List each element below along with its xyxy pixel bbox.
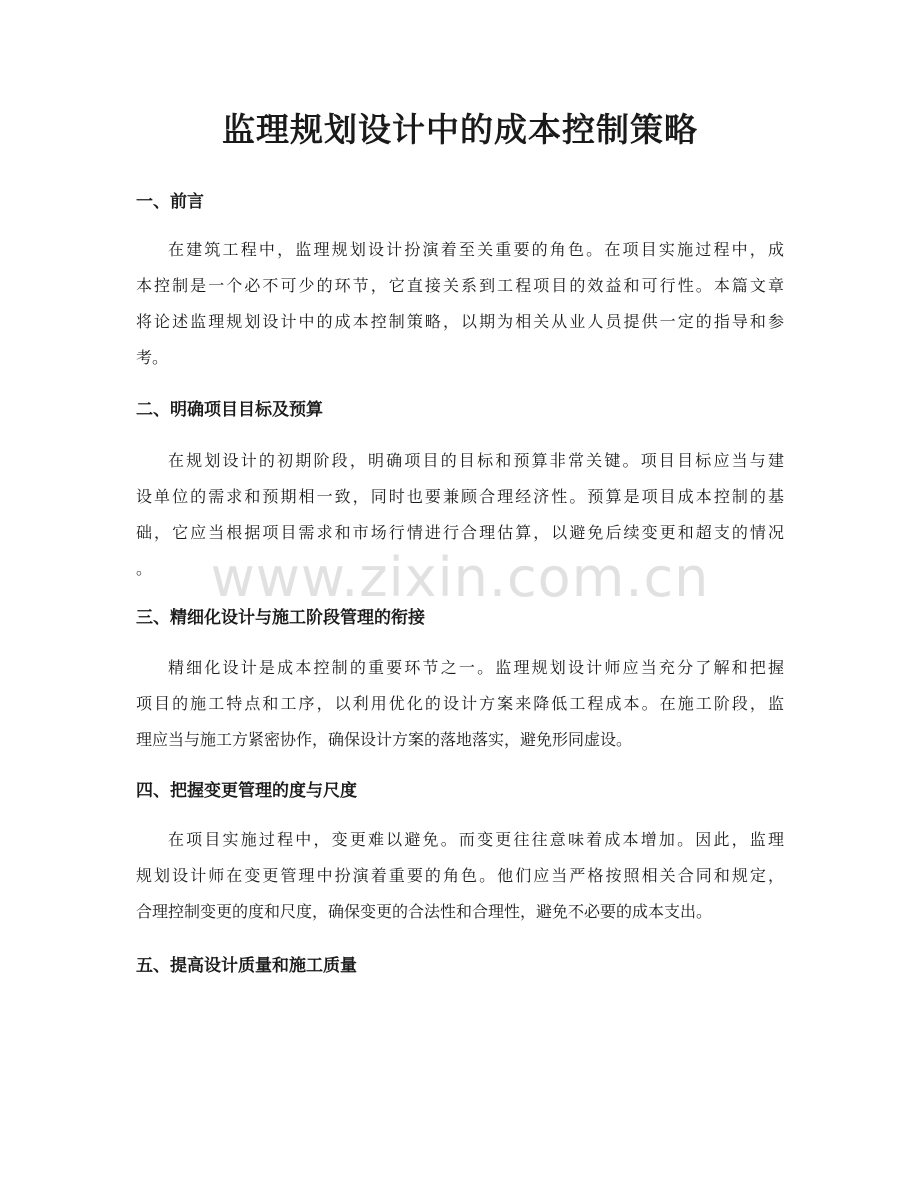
section-heading-4: 四、把握变更管理的度与尺度 (136, 781, 357, 801)
section-paragraph-1 (136, 232, 784, 376)
paragraph-line: 合理控制变更的度和尺度，确保变更的合法性和合理性，避免不必要的成本支出。 (136, 902, 713, 921)
section-heading-1: 一、前言 (136, 192, 204, 212)
paragraph-line: 在规划设计的初期阶段，明确项目的目标和预算非常关键。项目目标应当与建 (168, 451, 784, 470)
paragraph-line: 。 (136, 559, 153, 578)
paragraph-line: 规划设计师在变更管理中扮演着重要的角色。他们应当严格按照相关合同和规定， (136, 866, 784, 885)
paragraph-line: 本控制是一个必不可少的环节，它直接关系到工程项目的效益和可行性。本篇文章 (136, 276, 784, 295)
paragraph-line: 将论述监理规划设计中的成本控制策略，以期为相关从业人员提供一定的指导和参 (136, 312, 784, 331)
paragraph-line: 设单位的需求和预期相一致，同时也要兼顾合理经济性。预算是项目成本控制的基 (136, 487, 784, 506)
watermark: www.zixin.com.cn (210, 546, 710, 609)
section-heading-2: 二、明确项目目标及预算 (136, 400, 323, 420)
section-paragraph-3 (136, 650, 784, 758)
paragraph-line: 理应当与施工方紧密协作，确保设计方案的落地落实，避免形同虚设。 (136, 730, 633, 749)
section-paragraph-2 (136, 443, 784, 587)
section-heading-5: 五、提高设计质量和施工质量 (136, 956, 357, 976)
paragraph-line: 项目的施工特点和工序，以利用优化的设计方案来降低工程成本。在施工阶段，监 (136, 694, 784, 713)
paragraph-line: 在建筑工程中，监理规划设计扮演着至关重要的角色。在项目实施过程中，成 (168, 240, 784, 259)
paragraph-line: 精细化设计是成本控制的重要环节之一。监理规划设计师应当充分了解和把握 (168, 658, 784, 677)
document-title: 监理规划设计中的成本控制策略 (222, 110, 698, 149)
paragraph-line: 在项目实施过程中，变更难以避免。而变更往往意味着成本增加。因此，监理 (168, 830, 784, 849)
paragraph-line: 础，它应当根据项目需求和市场行情进行合理估算，以避免后续变更和超支的情况 (136, 523, 784, 542)
section-heading-3: 三、精细化设计与施工阶段管理的衔接 (136, 608, 425, 628)
paragraph-line: 考。 (136, 348, 169, 367)
section-paragraph-4 (136, 822, 784, 930)
